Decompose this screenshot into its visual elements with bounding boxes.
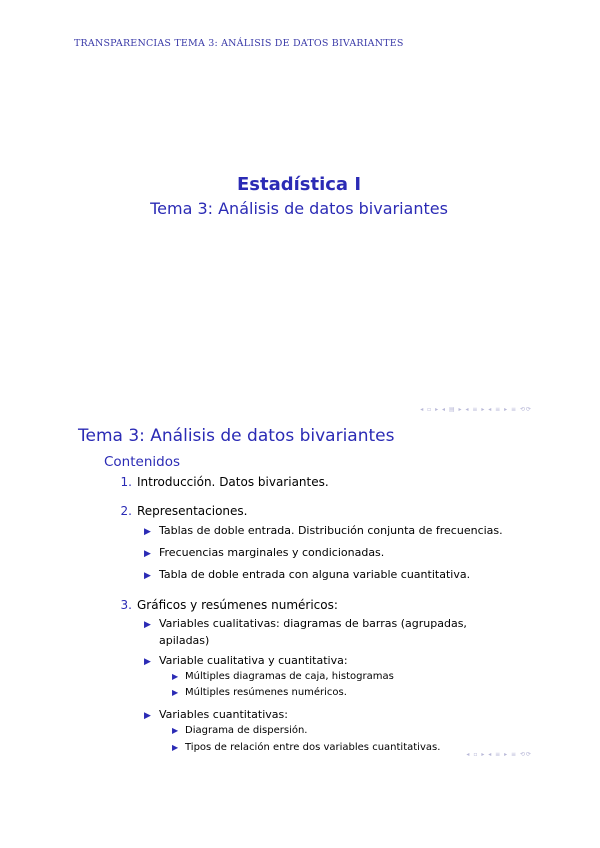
- sub-item-text: Variable cualitativa y cuantitativa:: [159, 654, 348, 667]
- sub-item-text: Tabla de doble entrada con alguna variable cuantitativa.: [159, 568, 471, 581]
- sub-item: [144, 523, 524, 540]
- section-label: Contenidos: [104, 454, 181, 470]
- sub-sub-item: [172, 724, 308, 737]
- sub-sub-item-text: Múltiples resúmenes numéricos.: [185, 687, 347, 698]
- item-number: 2.: [120, 504, 132, 518]
- sub-item: [144, 653, 524, 670]
- item-number: 3.: [120, 598, 132, 612]
- sub-item: [144, 545, 524, 562]
- bullet-triangle-icon: ▶: [144, 527, 151, 537]
- sub-item: [144, 616, 479, 648]
- bullet-triangle-icon: ▶: [172, 672, 179, 681]
- sub-title: Tema 3: Análisis de datos bivariantes: [150, 199, 448, 218]
- bullet-triangle-icon: ▶: [172, 726, 179, 735]
- list-item: [112, 598, 338, 612]
- bullet-triangle-icon: ▶: [144, 549, 151, 559]
- bullet-triangle-icon: ▶: [144, 620, 151, 630]
- main-title: Estadística I: [236, 174, 362, 195]
- sub-sub-item-text: Múltiples diagramas de caja, histogramas: [185, 671, 394, 682]
- bullet-triangle-icon: ▶: [172, 688, 179, 697]
- title-slide: [64, 100, 534, 418]
- bullet-triangle-icon: ▶: [144, 657, 151, 667]
- sub-item-text: Variables cualitativas: diagramas de barras (agrupadas, apiladas): [159, 617, 467, 647]
- contents-slide: [64, 418, 534, 763]
- sub-sub-item-text: Diagrama de dispersión.: [185, 725, 308, 736]
- item-text: Representaciones.: [137, 504, 248, 518]
- item-text: Gráficos y resúmenes numéricos:: [137, 598, 338, 612]
- sub-item: [144, 567, 524, 584]
- item-text: Introducción. Datos bivariantes.: [137, 475, 329, 489]
- sub-sub-item: [172, 670, 394, 683]
- sub-item: [144, 707, 524, 724]
- sub-sub-item-text: Tipos de relación entre dos variables cuantitativas.: [185, 742, 441, 753]
- bullet-triangle-icon: ▶: [172, 743, 179, 752]
- bullet-triangle-icon: ▶: [144, 571, 151, 581]
- slide-navigation-bar[interactable]: ◂ ▫ ▸ ◂ ▤ ▸ ◂ ≡ ▸ ◂ ≡ ▸ ≡ ⟲⟳: [420, 406, 532, 413]
- sub-item-text: Frecuencias marginales y condicionadas.: [159, 546, 385, 559]
- sub-item-text: Variables cuantitativas:: [159, 708, 288, 721]
- slide-navigation-bar[interactable]: ◂ ▫ ▸ ◂ ≡ ▸ ≡ ⟲⟳: [466, 751, 532, 758]
- list-item: [112, 475, 329, 489]
- bullet-triangle-icon: ▶: [144, 711, 151, 721]
- item-number: 1.: [120, 475, 132, 489]
- slide-title: Tema 3: Análisis de datos bivariantes: [78, 426, 395, 446]
- title-block: [64, 174, 534, 220]
- sub-item-text: Tablas de doble entrada. Distribución conjunta de frecuencias.: [159, 524, 503, 537]
- sub-sub-item: [172, 686, 347, 699]
- running-header: TRANSPARENCIAS TEMA 3: ANÁLISIS DE DATOS BIVARIANTES: [74, 38, 404, 49]
- list-item: [112, 504, 247, 518]
- sub-sub-item: [172, 741, 440, 754]
